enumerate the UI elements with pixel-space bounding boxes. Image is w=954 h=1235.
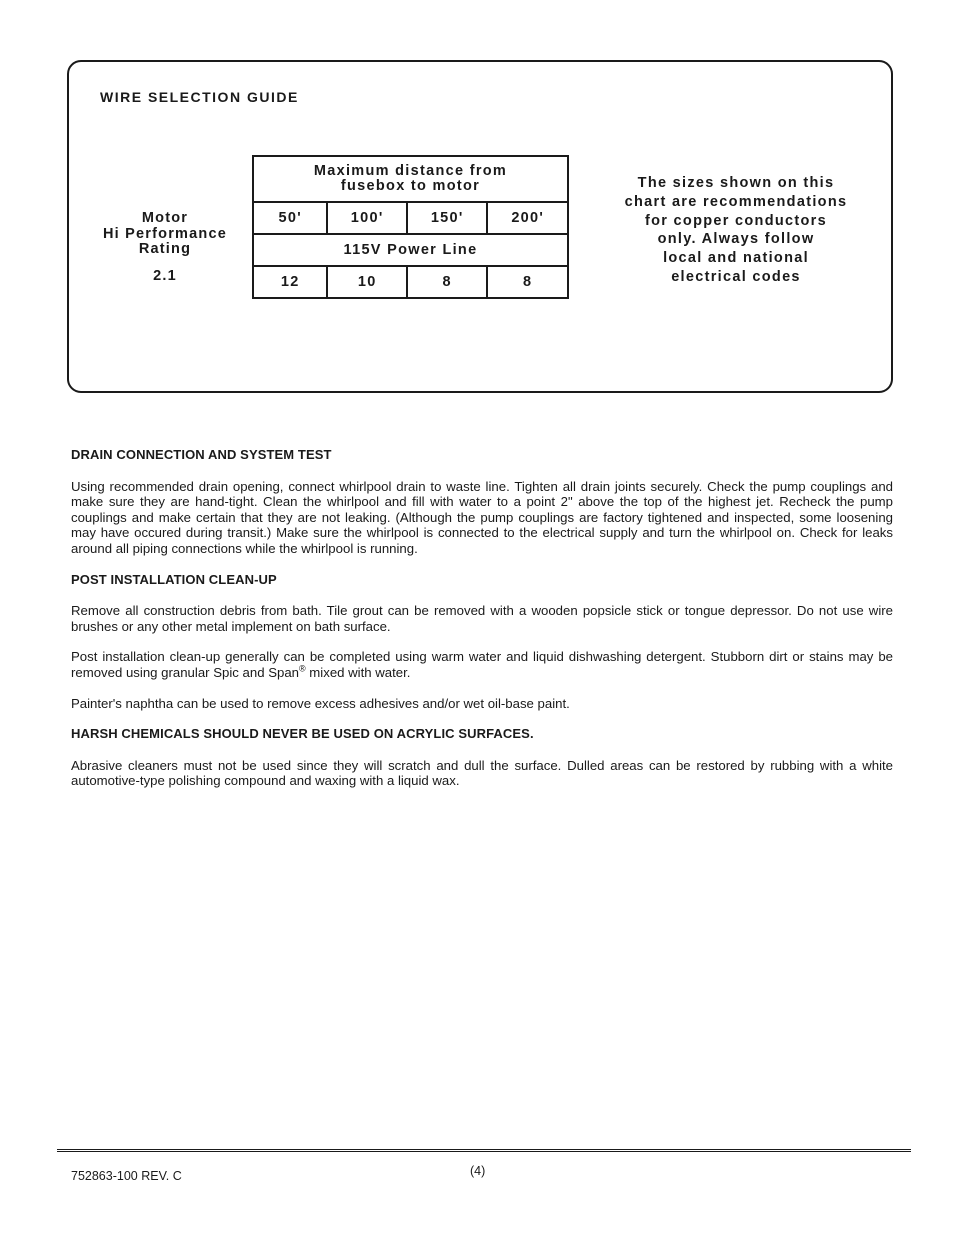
copper-conductor-note <box>600 174 872 287</box>
distance-cell: 100' <box>327 202 407 234</box>
table-header-row <box>253 156 568 202</box>
distance-cell: 150' <box>407 202 488 234</box>
table-header-cell <box>253 156 568 202</box>
note-line: local and national <box>663 250 809 267</box>
page-number: (4) <box>470 1164 486 1178</box>
wire-selection-table <box>252 155 569 299</box>
cleanup-paragraph-1: Remove all construction debris from bath. Tile grout can be removed with a wooden popsicle stick or tongue depressor. Do not use wire brushes or any other metal implement on bath surface. <box>71 603 893 634</box>
drain-section-heading: DRAIN CONNECTION AND SYSTEM TEST <box>71 447 332 462</box>
registered-trademark-mark: ® <box>299 663 306 674</box>
motor-label-line-1: Motor <box>141 210 189 226</box>
table-header-line-1: Maximum distance from <box>313 162 508 179</box>
note-line: for copper conductors <box>645 212 827 229</box>
gauge-cell: 8 <box>487 266 568 298</box>
cleanup-paragraph-2-text: Post installation clean-up generally can be completed using warm water and liquid dishwashing detergent. Stubborn dirt or stains may be removed using granular Spic and Span <box>71 649 893 680</box>
motor-label-line-3: Rating <box>138 241 192 257</box>
chemicals-warning-heading: HARSH CHEMICALS SHOULD NEVER BE USED ON ACRYLIC SURFACES. <box>71 726 534 742</box>
gauge-cell: 10 <box>327 266 407 298</box>
drain-section-body: Using recommended drain opening, connect whirlpool drain to waste line. Tighten all drain joints securely. Check the pump couplings and make sure they are hand-tight. Clean the whirlpool and fill with water to a point 2" above the top of the highest jet. Recheck the pump couplings and make certain that they are not leaking. (Although the pump couplings are factory tightened and inspected, some loosening may have occured during transit.) Make sure the whirlpool is connected to the electrical supply and turn the whirlpool on. Check for leaks around all piping connections while the whirlpool is running. <box>71 478 893 556</box>
wire-guide-title: WIRE SELECTION GUIDE <box>100 89 299 105</box>
motor-rating-value: 2.1 <box>153 267 177 284</box>
gauge-row <box>253 266 568 298</box>
cleanup-paragraph-2-tail: mixed with water. <box>305 664 411 680</box>
cleanup-paragraph-3: Painter's naphtha can be used to remove excess adhesives and/or wet oil-base paint. <box>71 695 570 711</box>
cleanup-section-heading: POST INSTALLATION CLEAN-UP <box>71 571 277 587</box>
note-line: chart are recommendations <box>624 193 848 210</box>
note-line: electrical codes <box>671 268 801 285</box>
note-line: The sizes shown on this <box>637 175 835 191</box>
distance-cell: 200' <box>487 202 568 234</box>
motor-rating-label <box>85 211 245 284</box>
cleanup-paragraph-2 <box>71 649 893 680</box>
power-line-row <box>253 234 568 266</box>
distance-row <box>253 202 568 234</box>
gauge-cell: 12 <box>253 266 327 298</box>
document-number: 752863-100 REV. C <box>71 1169 182 1183</box>
power-line-cell: 115V Power Line <box>253 234 568 266</box>
instructions-content <box>71 447 893 804</box>
chemicals-section-body: Abrasive cleaners must not be used since they will scratch and dull the surface. Dulled areas can be restored by rubbing with a white automotive-type polishing compound and waxing with a liquid wax. <box>71 757 893 789</box>
table-header-line-2: fusebox to motor <box>340 178 481 194</box>
footer-divider <box>57 1149 911 1152</box>
distance-cell: 50' <box>253 202 327 234</box>
gauge-cell: 8 <box>407 266 488 298</box>
motor-label-line-2: Hi Performance <box>103 225 227 242</box>
note-line: only. Always follow <box>657 231 815 248</box>
